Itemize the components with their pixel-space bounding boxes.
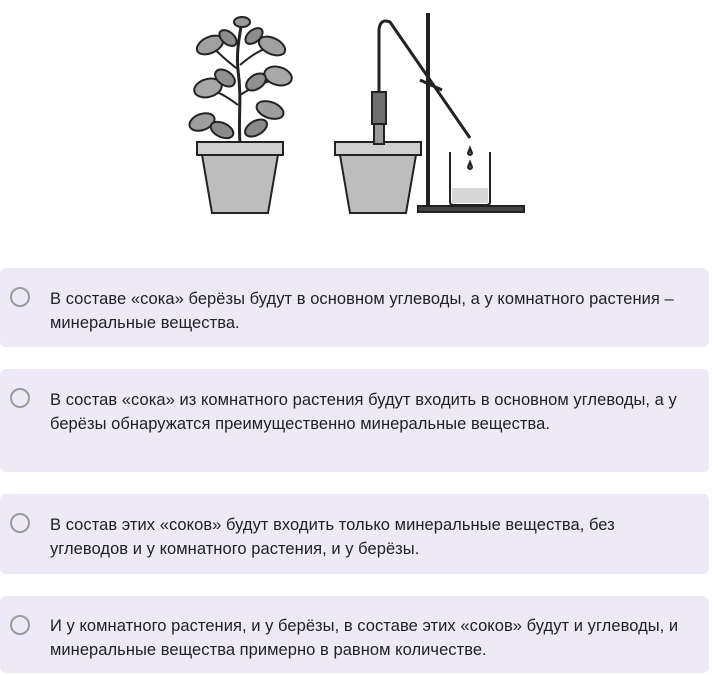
radio-circle-icon[interactable] — [10, 615, 30, 635]
potted-plant-illustration — [187, 17, 294, 213]
answer-option-d[interactable] — [0, 596, 709, 673]
sap-collection-illustration — [335, 13, 524, 213]
experiment-illustration — [180, 10, 530, 220]
answer-option-label: И у комнатного растения, и у берёзы, в составе этих «соков» будут и углеводы, и минеральные вещества примерно в равном количестве. — [50, 617, 679, 659]
answer-option-c[interactable] — [0, 494, 709, 574]
answer-options — [0, 268, 709, 673]
radio-circle-icon[interactable] — [10, 388, 30, 408]
answer-option-b[interactable] — [0, 369, 709, 472]
answer-option-label: В состав этих «соков» будут входить только минеральные вещества, без углеводов и у комнатного растения, и у берёзы. — [50, 516, 615, 558]
answer-option-label: В состав «сока» из комнатного растения будут входить в основном углеводы, а у берёзы обнаружатся преимущественно минеральные вещества. — [50, 391, 677, 433]
answer-option-label: В составе «сока» берёзы будут в основном углеводы, а у комнатного растения – минеральные вещества. — [50, 290, 674, 332]
answer-option-a[interactable] — [0, 268, 709, 347]
radio-circle-icon[interactable] — [10, 513, 30, 533]
radio-circle-icon[interactable] — [10, 287, 30, 307]
